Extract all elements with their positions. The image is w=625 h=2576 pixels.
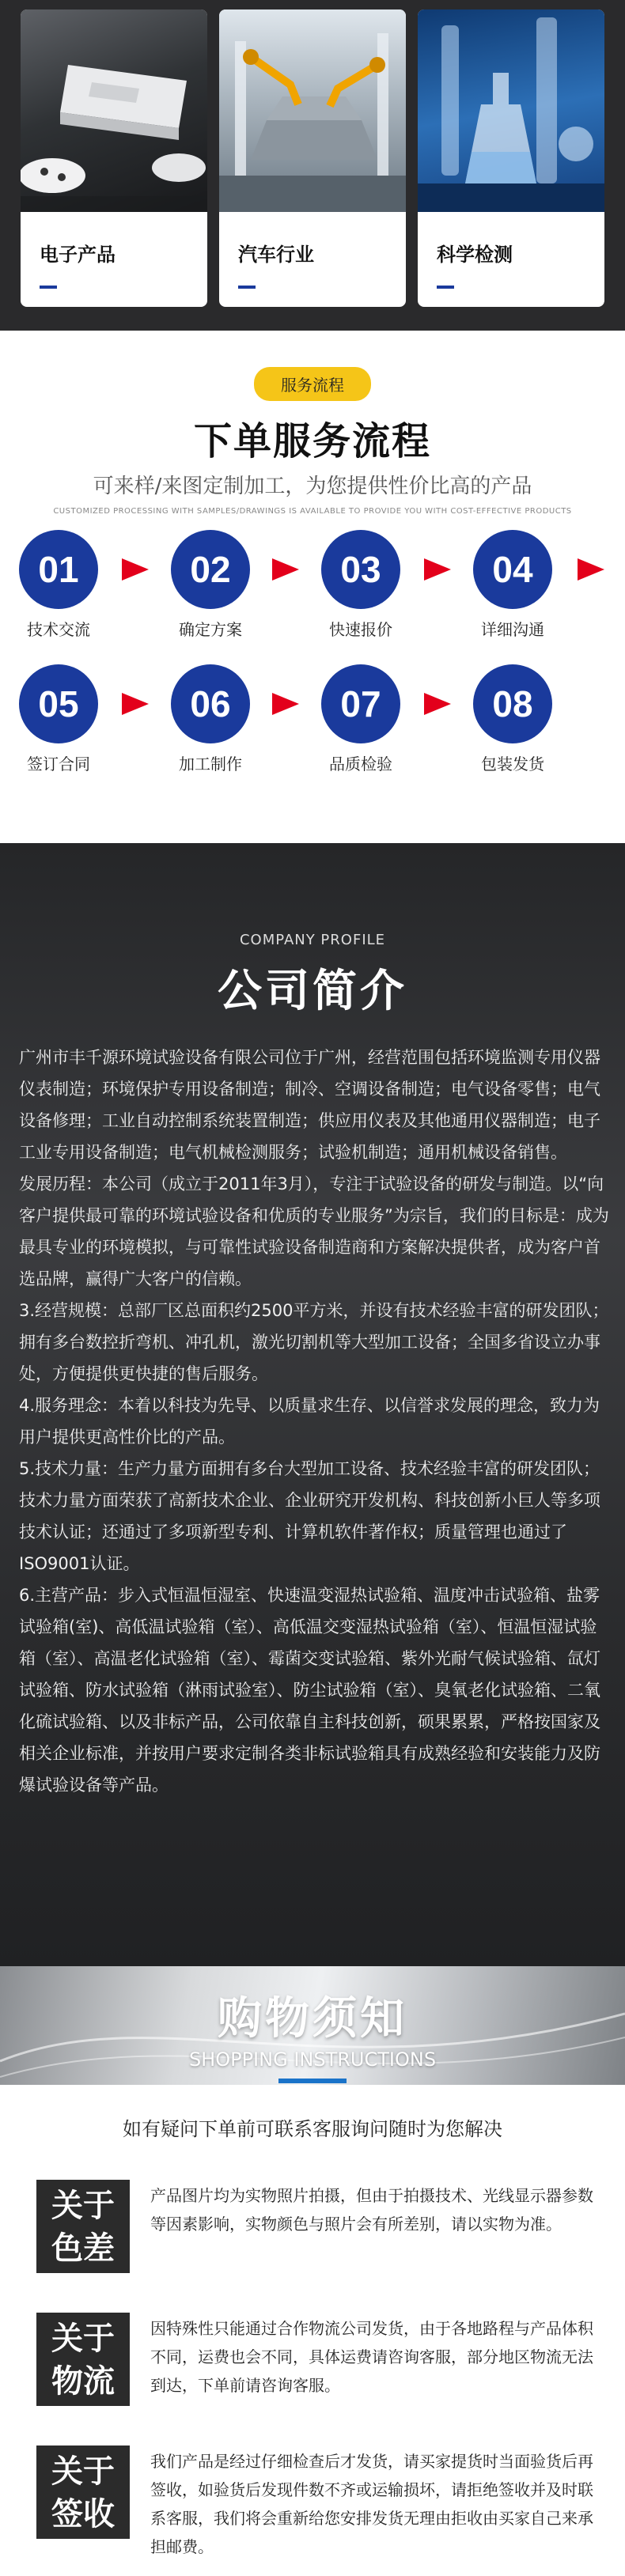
notice-tag-line: 关于	[51, 2321, 115, 2357]
step-number: 04	[473, 530, 552, 609]
game-console-image	[21, 9, 207, 212]
process-step	[313, 530, 408, 640]
step-number: 05	[19, 664, 98, 743]
step-number: 02	[171, 530, 250, 609]
notice-color-difference	[0, 2180, 625, 2313]
notice-text: 因特殊性只能通过合作物流公司发货，由于各地路程与产品体积不同，运费也会不同，具体运费请咨询客服，部分地区物流无法到达，下单前请咨询客服。	[150, 2319, 593, 2395]
step-number: 01	[19, 530, 98, 609]
process-step	[313, 664, 408, 774]
notice-tag-line: 签收	[51, 2496, 115, 2532]
shopping-subtitle: 如有疑问下单前可联系客服询问随时为您解决	[123, 2118, 502, 2140]
section-title: 下单服务流程	[193, 419, 431, 463]
step-number: 08	[473, 664, 552, 743]
process-step	[465, 530, 560, 640]
underline-dash	[40, 286, 57, 289]
step-label: 包装发货	[481, 755, 544, 774]
company-paragraph: 广州市丰千源环境试验设备有限公司位于广州，经营范围包括环境监测专用仪器仪表制造；环境保护专用设备制造；制冷、空调设备制造；电气设备零售；电气设备修理；工业自动控制系统装置制造；供应用仪表及其他通用仪器制造；电子工业专用设备制造；电气机械检测服务；试验机制造；通用机械设备销售。	[19, 1048, 600, 1162]
step-number: 06	[171, 664, 250, 743]
company-paragraph: 4.服务理念：本着以科技为先导、以质量求生存、以信誉求发展的理念，致力为用户提供更高性价比的产品。	[19, 1396, 600, 1447]
notice-tag-line: 关于	[51, 2453, 115, 2490]
arrow-right-icon	[122, 558, 149, 581]
company-title: 公司简介	[218, 966, 407, 1017]
underline-dash	[238, 286, 256, 289]
step-label: 签订合同	[27, 755, 90, 774]
step-label: 详细沟通	[481, 620, 544, 639]
company-profile-section	[0, 843, 625, 1966]
company-paragraph: 3.经营规模：总部厂区总面积约2500平方米，并设有技术经验丰富的研发团队；拥有多台数控折弯机、冲孔机，激光切割机等大型加工设备；全国多省设立办事处，方便提供更快捷的售后服务。	[19, 1301, 609, 1383]
step-label: 快速报价	[329, 620, 392, 639]
notice-tag-line: 关于	[51, 2188, 115, 2224]
notice-tag-line: 色差	[51, 2230, 115, 2267]
notice-tag	[36, 2180, 130, 2273]
notice-text: 产品图片均为实物照片拍摄，但由于拍摄技术、光线显示器参数等因素影响，实物颜色与照片会有所差别，请以实物为准。	[150, 2186, 593, 2234]
lab-glassware-image	[418, 9, 604, 212]
process-step	[11, 530, 106, 640]
step-label: 技术交流	[27, 620, 90, 639]
accent-bar	[278, 2079, 347, 2083]
shopping-title: 购物须知	[218, 1993, 407, 2045]
process-step	[465, 664, 560, 774]
shopping-english-title: SHOPPING INSTRUCTIONS	[188, 2048, 437, 2071]
process-step	[163, 664, 258, 774]
step-label: 品质检验	[329, 755, 392, 774]
industry-cards	[0, 0, 625, 331]
process-steps	[0, 530, 625, 815]
robot-assembly-line-image	[219, 9, 406, 212]
service-process-section	[0, 331, 625, 843]
industry-card-electronics[interactable]	[21, 9, 207, 307]
company-description	[0, 1019, 625, 1801]
underline-dash	[437, 286, 454, 289]
industry-card-science[interactable]	[418, 9, 604, 307]
process-step	[11, 664, 106, 774]
arrow-right-icon	[578, 558, 604, 581]
arrow-right-icon	[424, 693, 451, 715]
shopping-banner	[0, 1966, 625, 2085]
notice-tag-line: 物流	[51, 2363, 115, 2400]
company-paragraph: 5.技术力量：生产力量方面拥有多台大型加工设备、技术经验丰富的研发团队；技术力量方面荣获了高新技术企业、企业研究开发机构、科技创新小巨人等多项技术认证；还通过了多项新型专利、计算机软件著作权；质量管理也通过了ISO9001认证。	[19, 1459, 600, 1573]
service-process-badge: 服务流程	[254, 367, 371, 401]
section-english-caption: CUSTOMIZED PROCESSING WITH SAMPLES/DRAWINGS IS AVAILABLE TO PROVIDE YOU WITH COST-EFFECTIVE PRODUCTS	[53, 507, 572, 516]
industry-title: 汽车行业	[238, 244, 314, 266]
shopping-notice-section	[0, 1966, 625, 2572]
industry-title: 电子产品	[40, 244, 116, 266]
arrow-right-icon	[272, 693, 299, 715]
process-step	[163, 530, 258, 640]
step-number: 03	[321, 530, 400, 609]
step-label: 确定方案	[179, 620, 242, 639]
company-paragraph: 6.主营产品：步入式恒温恒湿室、快速温变湿热试验箱、温度冲击试验箱、盐雾试验箱(室)、高低温试验箱（室）、高低温交变湿热试验箱（室）、恒温恒湿试验箱（室）、高温老化试验箱（室）、霉菌交变试验箱、紫外光耐气候试验箱、氙灯试验箱、防水试验箱（淋雨试验室）、防尘试验箱（室）、臭氧老化试验箱、二氧化硫试验箱、以及非标产品，公司依靠自主科技创新，硕果累累，严格按国家及相关企业标准，并按用户要求定制各类非标试验箱具有成熟经验和安装能力及防爆试验设备等产品。	[19, 1586, 600, 1795]
step-number: 07	[321, 664, 400, 743]
notice-receipt	[0, 2445, 625, 2572]
step-label: 加工制作	[179, 755, 242, 774]
notice-logistics	[0, 2313, 625, 2445]
notice-tag	[36, 2313, 130, 2406]
arrow-right-icon	[272, 558, 299, 581]
industry-title: 科学检测	[437, 244, 513, 266]
company-paragraph: 发展历程：本公司（成立于2011年3月），专注于试验设备的研发与制造。以“向客户提供最可靠的环境试验设备和优质的专业服务”为宗旨，我们的目标是：成为最具专业的环境模拟，与可靠性试验设备制造商和方案解决提供者，成为客户首选品牌，赢得广大客户的信赖。	[19, 1175, 609, 1288]
section-subtitle: 可来样/来图定制加工，为您提供性价比高的产品	[93, 475, 532, 498]
arrow-right-icon	[122, 693, 149, 715]
notice-tag	[36, 2445, 130, 2539]
notice-text: 我们产品是经过仔细检查后才发货，请买家提货时当面验货后再签收，如验货后发现件数不齐或运输损坏，请拒绝签收并及时联系客服，我们将会重新给您安排发货无理由拒收由买家自己来承担邮费。	[150, 2452, 593, 2556]
company-english-title: COMPANY PROFILE	[239, 932, 386, 948]
industry-card-automotive[interactable]	[219, 9, 406, 307]
arrow-right-icon	[424, 558, 451, 581]
